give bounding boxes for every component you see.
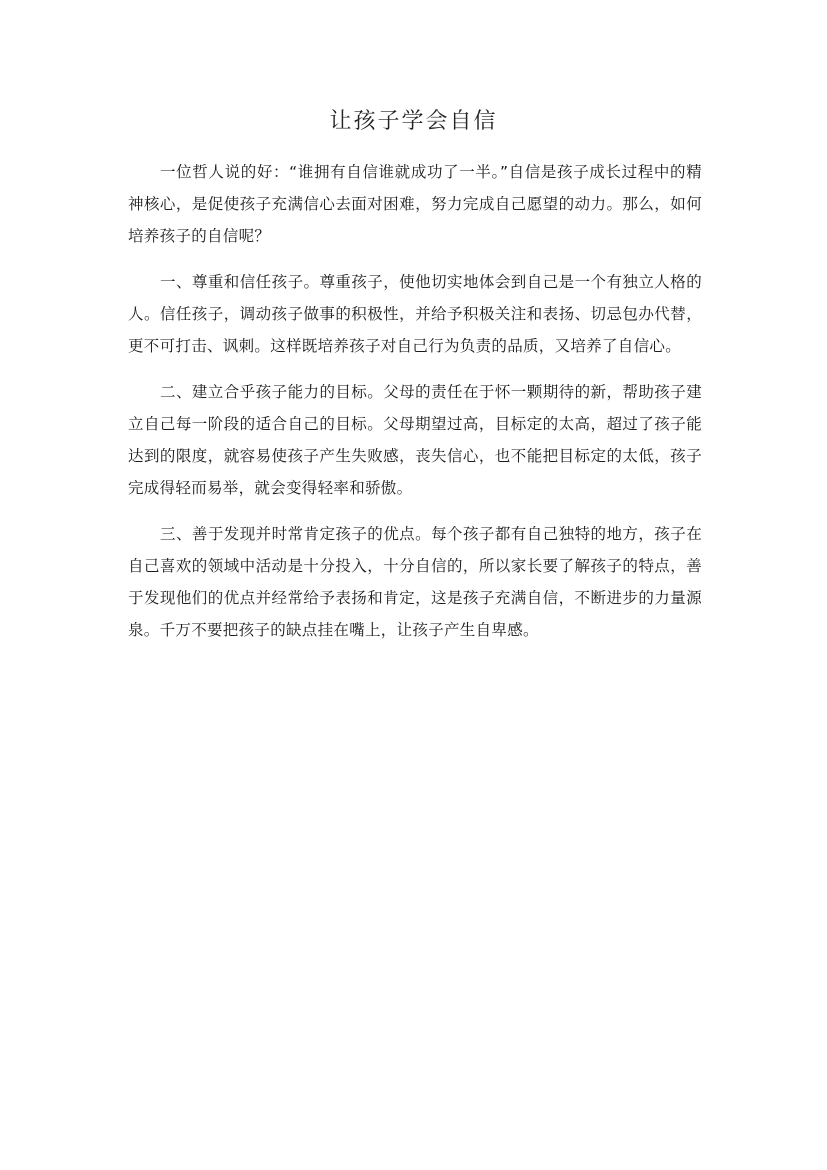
paragraph-set-goals: 二、建立合乎孩子能力的目标。父母的责任在于怀一颗期待的新，帮助孩子建立自己每一阶段的适合自己的目标。父母期望过高，目标定的太高，超过了孩子能达到的限度，就容易使孩子产生失败感，丧失信心，也不能把目标定的太低，孩子完成得轻而易举，就会变得轻率和骄傲。 (128, 383, 702, 497)
document-body (128, 156, 702, 660)
paragraph-affirm-strengths: 三、善于发现并时常肯定孩子的优点。每个孩子都有自己独特的地方，孩子在自己喜欢的领域中活动是十分投入，十分自信的，所以家长要了解孩子的特点，善于发现他们的优点并经常给予表扬和肯定，这是孩子充满自信，不断进步的力量源泉。千万不要把孩子的缺点挂在嘴上，让孩子产生自卑感。 (128, 525, 702, 639)
paragraph-respect-trust: 一、尊重和信任孩子。尊重孩子，使他切实地体会到自己是一个有独立人格的人。信任孩子，调动孩子做事的积极性，并给予积极关注和表扬、切忌包办代替，更不可打击、讽刺。这样既培养孩子对自己行为负责的品质，又培养了自信心。 (128, 273, 702, 355)
document-title: 让孩子学会自信 (329, 109, 498, 134)
paragraph-intro: 一位哲人说的好：“谁拥有自信谁就成功了一半。”自信是孩子成长过程中的精神核心，是促使孩子充满信心去面对困难，努力完成自己愿望的动力。那么，如何培养孩子的自信呢？ (128, 163, 702, 245)
